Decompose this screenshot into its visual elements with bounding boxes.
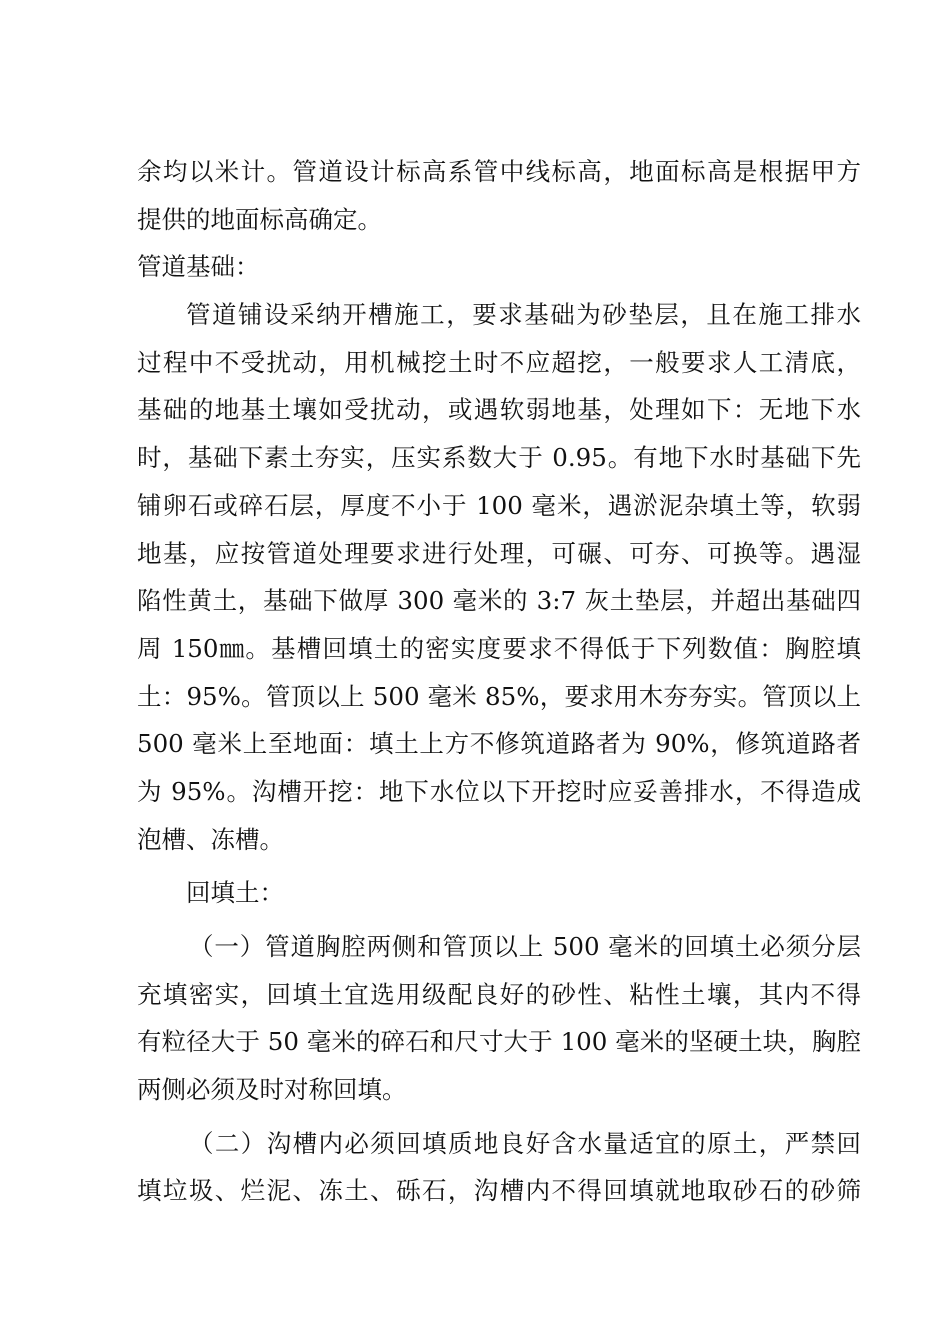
text-line: 土：95%。管顶以上 500 毫米 85%，要求用木夯夯实。管顶以上 bbox=[137, 681, 861, 711]
paragraph-first-line: （二）沟槽内必须回填质地良好含水量适宜的原土，严禁回 bbox=[189, 1128, 861, 1158]
section-heading-pipe-foundation: 管道基础： bbox=[137, 252, 260, 282]
body-text bbox=[137, 148, 861, 1215]
text-line: 500 毫米上至地面：填土上方不修筑道路者为 90%，修筑道路者 bbox=[137, 729, 861, 759]
section-heading-backfill: 回填土： bbox=[186, 878, 284, 908]
text-line: 余均以米计。管道设计标高系管中线标高，地面标高是根据甲方 bbox=[137, 157, 861, 186]
text-line: 为 95%。沟槽开挖：地下水位以下开挖时应妥善排水，不得造成 bbox=[137, 776, 861, 806]
text-line: 有粒径大于 50 毫米的碎石和尺寸大于 100 毫米的坚硬土块，胸腔 bbox=[137, 1027, 861, 1057]
text-line: 两侧必须及时对称回填。 bbox=[137, 1075, 407, 1105]
text-line: 泡槽、冻槽。 bbox=[137, 824, 284, 854]
text-line: 陷性黄土，基础下做厚 300 毫米的 3:7 灰土垫层，并超出基础四 bbox=[137, 586, 861, 616]
text-line: 填垃圾、烂泥、冻土、砾石，沟槽内不得回填就地取砂石的砂筛 bbox=[137, 1176, 861, 1206]
text-line: 时，基础下素土夯实，压实系数大于 0.95。有地下水时基础下先 bbox=[137, 443, 861, 473]
paragraph-first-line: （一）管道胸腔两侧和管顶以上 500 毫米的回填土必须分层 bbox=[189, 932, 861, 961]
paragraph-first-line: 管道铺设采纳开槽施工，要求基础为砂垫层，且在施工排水 bbox=[186, 300, 861, 330]
text-line: 过程中不受扰动，用机械挖土时不应超挖，一般要求人工清底， bbox=[137, 347, 861, 377]
text-line: 铺卵石或碎石层，厚度不小于 100 毫米，遇淤泥杂填土等，软弱 bbox=[137, 490, 861, 520]
text-line: 提供的地面标高确定。 bbox=[137, 204, 382, 234]
text-line: 充填密实，回填土宜选用级配良好的砂性、粘性土壤，其内不得 bbox=[137, 979, 861, 1009]
text-line: 周 150㎜。基槽回填土的密实度要求不得低于下列数值：胸腔填 bbox=[137, 633, 861, 663]
text-line: 基础的地基土壤如受扰动，或遇软弱地基，处理如下：无地下水 bbox=[137, 395, 861, 425]
text-line: 地基，应按管道处理要求进行处理，可碾、可夯、可换等。遇湿 bbox=[137, 538, 861, 568]
